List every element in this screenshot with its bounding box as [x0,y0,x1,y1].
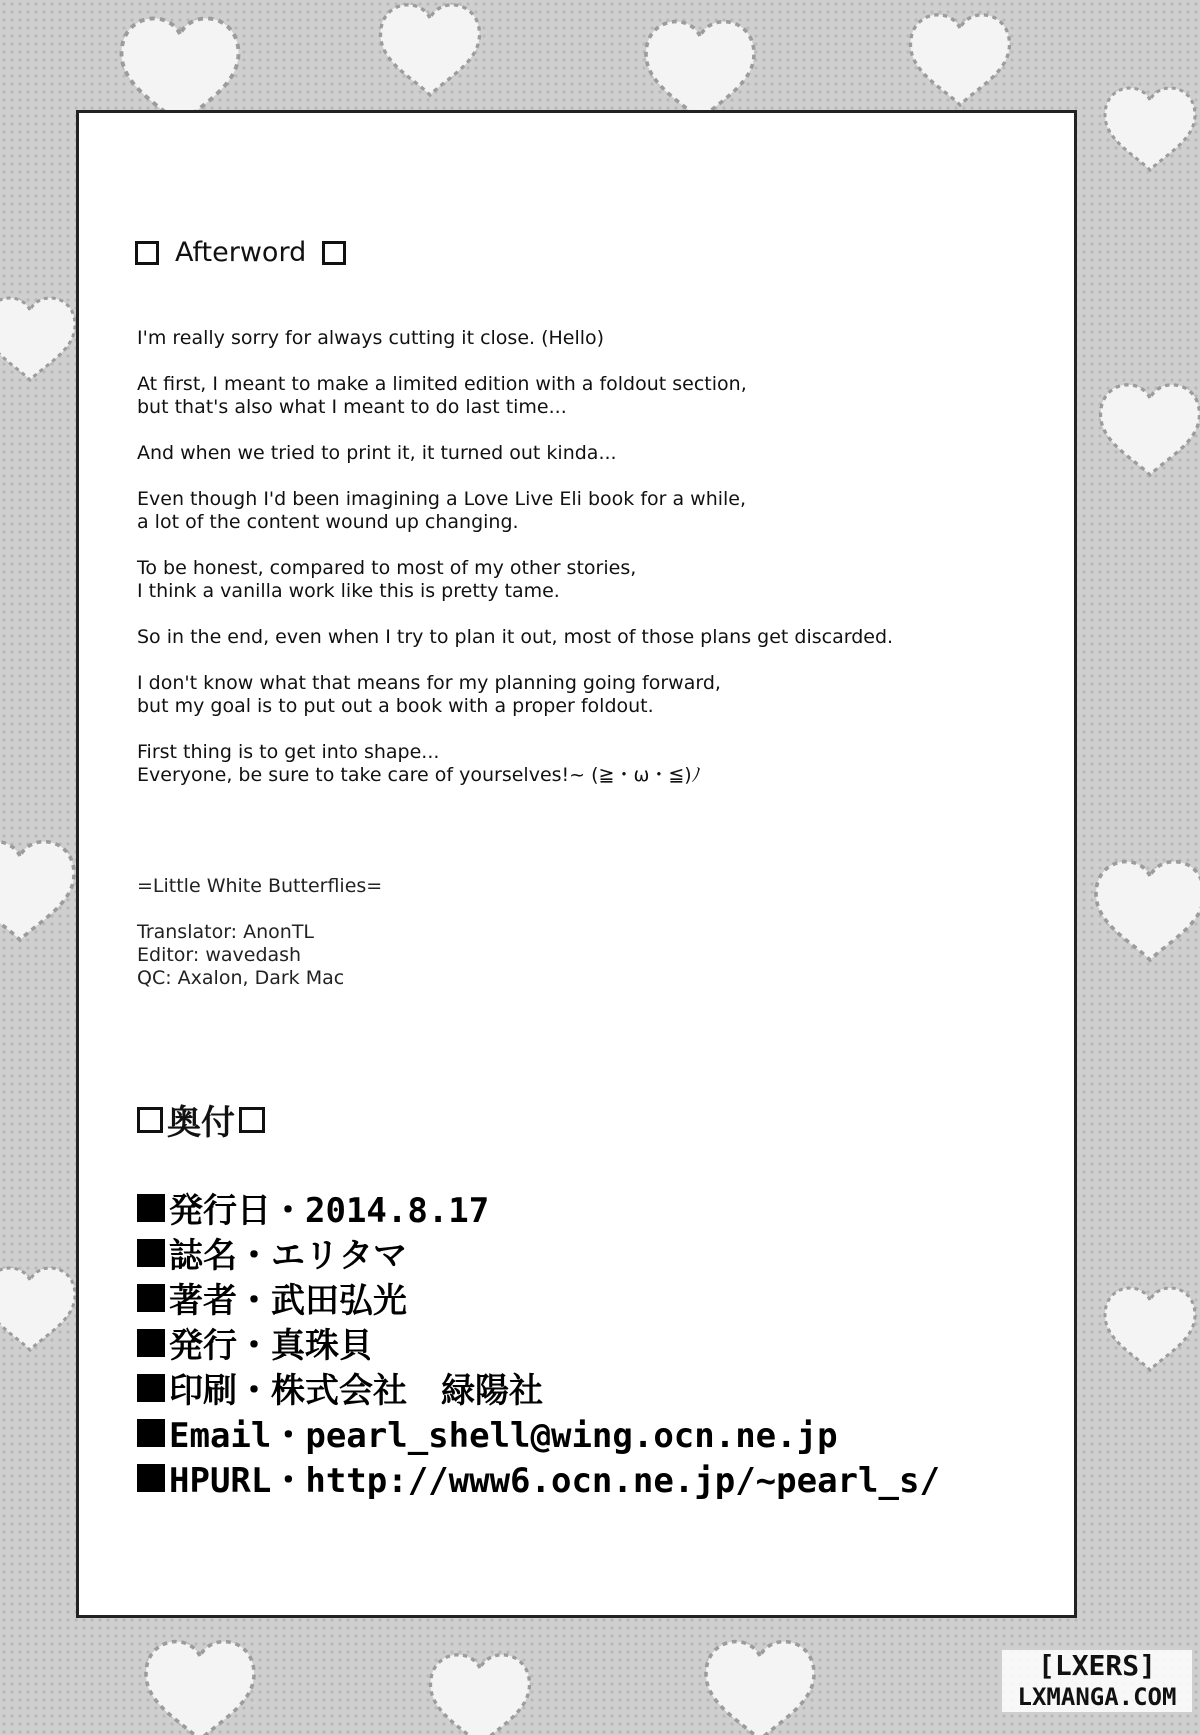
colophon-row [137,1410,940,1455]
author: 著者・武田弘光 [169,1281,407,1321]
square-bullet-icon [137,1239,165,1267]
afterword-paragraph: First thing is to get into shape... Everyone, be sure to take care of yourselves!~ (≧・ω・≦)ﾉ [137,741,702,786]
publish-date: 発行日・2014.8.17 [169,1191,490,1231]
book-title: 誌名・エリタマ [169,1236,407,1276]
colophon-row [137,1365,940,1410]
afterword-title: Afterword [175,237,307,268]
publisher: 発行・真珠貝 [169,1326,373,1366]
printer: 印刷・株式会社 緑陽社 [169,1371,543,1411]
watermark-site: LXMANGA.COM [1017,1683,1177,1711]
editor-credit: Editor: wavedash [137,944,302,966]
colophon-heading [137,1095,265,1144]
colophon-row [137,1185,940,1230]
afterword-heading [135,237,346,268]
afterword-paragraph: To be honest, compared to most of my other stories, I think a vanilla work like this is pretty tame. [137,557,637,602]
square-bullet-icon [137,1284,165,1312]
square-outline-icon [137,1107,163,1133]
afterword-paragraph: I'm really sorry for always cutting it close. (Hello) [137,327,605,349]
group-name: =Little White Butterflies= [137,875,383,897]
square-bullet-icon [137,1194,165,1222]
watermark-group: [LXERS] [1037,1649,1156,1682]
qc-credit: QC: Axalon, Dark Mac [137,967,345,989]
square-outline-icon [135,241,159,265]
site-watermark [1002,1650,1192,1712]
homepage-url: HPURL・http://www6.ocn.ne.jp/~pearl_s/ [169,1461,940,1501]
square-outline-icon [239,1107,265,1133]
colophon-list [137,1185,940,1500]
afterword-paragraph: At first, I meant to make a limited edition with a foldout section, but that's also what I meant to do last time... [137,373,747,418]
afterword-paragraph: And when we tried to print it, it turned out kinda... [137,442,617,464]
afterword-paragraph: Even though I'd been imagining a Love Live Eli book for a while, a lot of the content wound up changing. [137,488,747,533]
square-bullet-icon [137,1374,165,1402]
translator-credit: Translator: AnonTL [137,921,315,943]
colophon-row [137,1230,940,1275]
square-outline-icon [322,241,346,265]
colophon-row [137,1275,940,1320]
afterword-paragraph: So in the end, even when I try to plan it out, most of those plans get discarded. [137,626,894,648]
afterword-paragraph: I don't know what that means for my planning going forward, but my goal is to put out a book with a proper foldout. [137,672,721,717]
afterword-body [137,327,1017,810]
colophon-row [137,1455,940,1500]
square-bullet-icon [137,1464,165,1492]
square-bullet-icon [137,1419,165,1447]
square-bullet-icon [137,1329,165,1357]
afterword-page [76,110,1077,1618]
email: Email・pearl_shell@wing.ocn.ne.jp [169,1416,838,1456]
colophon-row [137,1320,940,1365]
translation-credits [137,875,382,990]
colophon-title: 奥付 [167,1103,235,1143]
